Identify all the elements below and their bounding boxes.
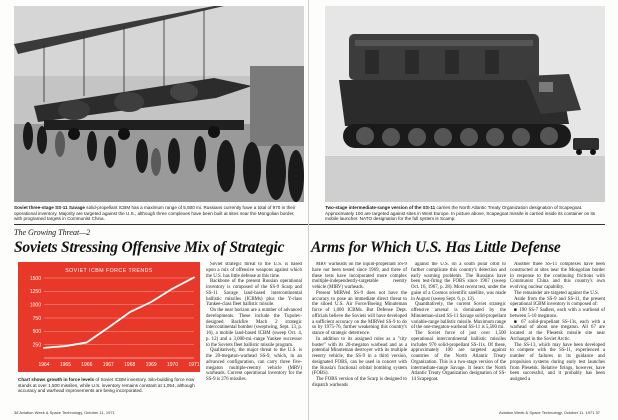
paragraph: ■ 67 solid-propellant SS-13s, each with a warhead of about one megaton. All 67 are located at the Plesetsk missile site near Archangel in the Soviet Arctic. [510, 319, 605, 342]
x-tick-label: 1968 [124, 362, 136, 368]
x-tick-label: 1965 [59, 362, 71, 368]
icbm-data-point [107, 327, 109, 329]
article-column-3 [411, 262, 506, 408]
chart-caption-lead: Chart shows growth in force levels [18, 377, 95, 382]
chart-title: SOVIET ICBM FORCE TRENDS [65, 268, 153, 274]
paragraph: The SS-13, which may have been developed to compete with the SS-11, experienced a number of failures in its guidance and propulsion systems during early test launches from Plesetsk. Relative firings, however, have been successful, and it probably has been assigned a [510, 342, 605, 382]
ss11-photo-caption [14, 205, 302, 222]
icbm-data-point [172, 288, 174, 290]
paragraph: The remainder are targeted against the U.S. [514, 290, 599, 296]
paragraph: ■ 190 SS-7 Sadlers, each with a warhead of between 5-10 megatons. [510, 308, 605, 319]
y-tick-label: 250 [32, 342, 41, 349]
icbm-force-chart-svg [18, 262, 200, 372]
paragraph: MRV warheads on the liquid-propellant SS-9 have not been tested since 1969, and three of these tests have incorporated more complex multiple-independently-targetable reentry vehicle (MIRV) warheads. [312, 262, 407, 290]
x-tick-label: 1967 [102, 362, 114, 368]
headline-part-2: Arms for Which U.S. Has Little Defense [311, 239, 561, 256]
article-column-1 [206, 262, 302, 408]
paragraph: In addition to its assigned roles as a "city buster" with its 20-megaton warhead and as a potential Minuteman destroyer with its multiple reentry vehicle, the SS-9 in a third version, designated FOBS, can be used in concert with the Russia's fractional orbital bombing system (FOBS). [312, 336, 407, 377]
left-folio: 36 Aviation Week & Space Technology, October 11, 1971 [14, 410, 115, 415]
right-folio: Aviation Week & Space Technology, October 11, 1971 37 [499, 410, 601, 415]
y-tick-label: 1000 [29, 302, 41, 309]
series-kicker: The Growing Threat—2 [14, 228, 91, 237]
paragraph: Present MIRVed SS-9 does not have the accuracy to pose an immediate direct threat to the siloed U.S. Air Force/Boeing Minuteman force of 1,000 ICBMs. But Defense Dept. officials believe the Soviets will have developed a sufficient accuracy on the MIRVed SS-9 to do so by 1975-76, further weakening this country's stance of strategic deterrence. [312, 290, 407, 336]
headline-part-1: Soviets Stressing Offensive Mix of Strategic [14, 239, 285, 256]
section-rule [309, 224, 605, 225]
icbm-data-point [65, 345, 67, 347]
ss11-savage-photo [14, 6, 304, 202]
section-rule [14, 224, 309, 225]
paragraph: Soviet strategic threat to the U.S. is based upon a mix of offensive weapons against which the U.S. has little defense at this time. [206, 262, 302, 279]
scapegoat-photo-caption [325, 205, 607, 222]
paragraph: Qualitatively, the major threat to the U.S. is the 20-megaton-warhead SS-9, which, in an advanced configuration, can carry three five-megaton multiple-reentry vehicle (MRV) warheads. Current operational inventory for the SS-9 is 276 missiles. [206, 348, 302, 382]
y-tick-label: 500 [32, 329, 41, 336]
scapegoat-caption-text: carries the North Atlantic Treaty Organization designation of Scapegoat. Approximately 100 are targeted against sites in West Europe. In picture above, Scapegoat missile is carried inside its container on its mobile launcher. NATO designation for the full system is Scamp. [325, 205, 596, 222]
paragraph: Quantitatively, the current Soviet strategic offensive arsenal is dominated by the Minuteman-sized SS-11 Savage solid-propellant variable-range ballistic missile. Maximum range of the one-megaton-warhead SS-11 is 5,500 mi. [411, 302, 506, 331]
x-tick-label: 1966 [81, 362, 93, 368]
x-tick-label: 1969 [145, 362, 157, 368]
icbm-force-chart [18, 262, 200, 372]
scapegoat-launcher-illustration [325, 6, 605, 202]
ss11-caption-lead: Soviet three-stage SS-11 Savage [14, 205, 85, 210]
paragraph: Aside from the SS-9 and SS-11, the present operational ICBM inventory is composed of: [510, 296, 605, 308]
chart-caption-text: of Soviet ICBM inventory. Silo-building force now stands at over 1,500 missiles, while U.S. inventory remains constant at 1,054, although accuracy and warhead improvements are being incorporated. [18, 377, 195, 394]
chart-caption [18, 377, 202, 394]
paragraph: against the U.S. on a south polar orbit to further complicate this country's detection and early warning problems. The Russians have been test-firing the FOBS since 1967 (sweep Oct. 16, 1967, p. 28). Most recent test, under the guise of a Cosmos scientific satellite, was made in August (sweep Sept. 6, p. 13). [411, 262, 506, 302]
icbm-data-point [193, 277, 195, 279]
paragraph: On the near horizon are a number of advanced developments. These include the Tupolev-designed Backfire Mach 2 strategic intercontinental bomber (sweptwing, Sept. 13, p. 16), a mobile land-based ICBM (sweep Oct. 4, p. 12) and a 3,000-mi.-range Yankee successor to the Soviets fleet ballistic missile program. [206, 308, 302, 348]
icbm-data-point [43, 347, 45, 349]
y-tick-label: 1500 [29, 275, 41, 282]
paragraph: The Soviet force of just over 1,500 operational intercontinental ballistic missiles includes 970 solid-propellant SS-11s. Of these, approximately 100 are targeted against countries of the North Atlantic Treaty Organization. This is a two-stage version of the intermediate-range Savage. It bears the North Atlantic Treaty Organization designation of SS-14 Scapegoat. [411, 331, 506, 382]
paragraph: The FOBS version of the Scarp is designed to dispatch warheads [312, 377, 407, 388]
x-tick-label: 1964 [38, 362, 50, 368]
paragraph: Backbone of the present Russian operational inventory is composed of the SS-9 Scarp and SS-11 Savage land-based intercontinental ballistic missiles (ICBMs) plus the Y-class Yankee-class fleet ballistic missile. [206, 279, 302, 308]
right-page [309, 0, 618, 420]
article-column-2 [312, 262, 407, 408]
y-tick-label: 750 [32, 315, 41, 322]
article-column-4 [510, 262, 605, 408]
x-tick-label: 1971 [188, 362, 200, 368]
ss11-caption-text: solid-propellant ICBM has a maximum range of 5,500 mi. Russians currently have a total of 970 in their operational inventory. Majority are targeted against the U.S., although three complexes have been built at sites near the Mongolian border, with programed targets in Communist China. [14, 205, 296, 222]
scapegoat-caption-lead: Two-stage intermediate-range version of the SS-11 [325, 205, 436, 210]
y-tick-label: 1250 [29, 289, 41, 296]
chart-background [18, 262, 200, 372]
icbm-data-point [129, 311, 131, 313]
scapegoat-launcher-photo [325, 6, 605, 202]
paragraph: Another three SS-11 complexes have been constructed at sites near the Mongolian border in response to the continuing frictions with Communist China and this country's own evolving nuclear capability. [510, 262, 605, 290]
icbm-data-point [150, 301, 152, 303]
ss11-parade-illustration [14, 6, 304, 202]
x-tick-label: 1970 [167, 362, 179, 368]
icbm-data-point [86, 342, 88, 344]
